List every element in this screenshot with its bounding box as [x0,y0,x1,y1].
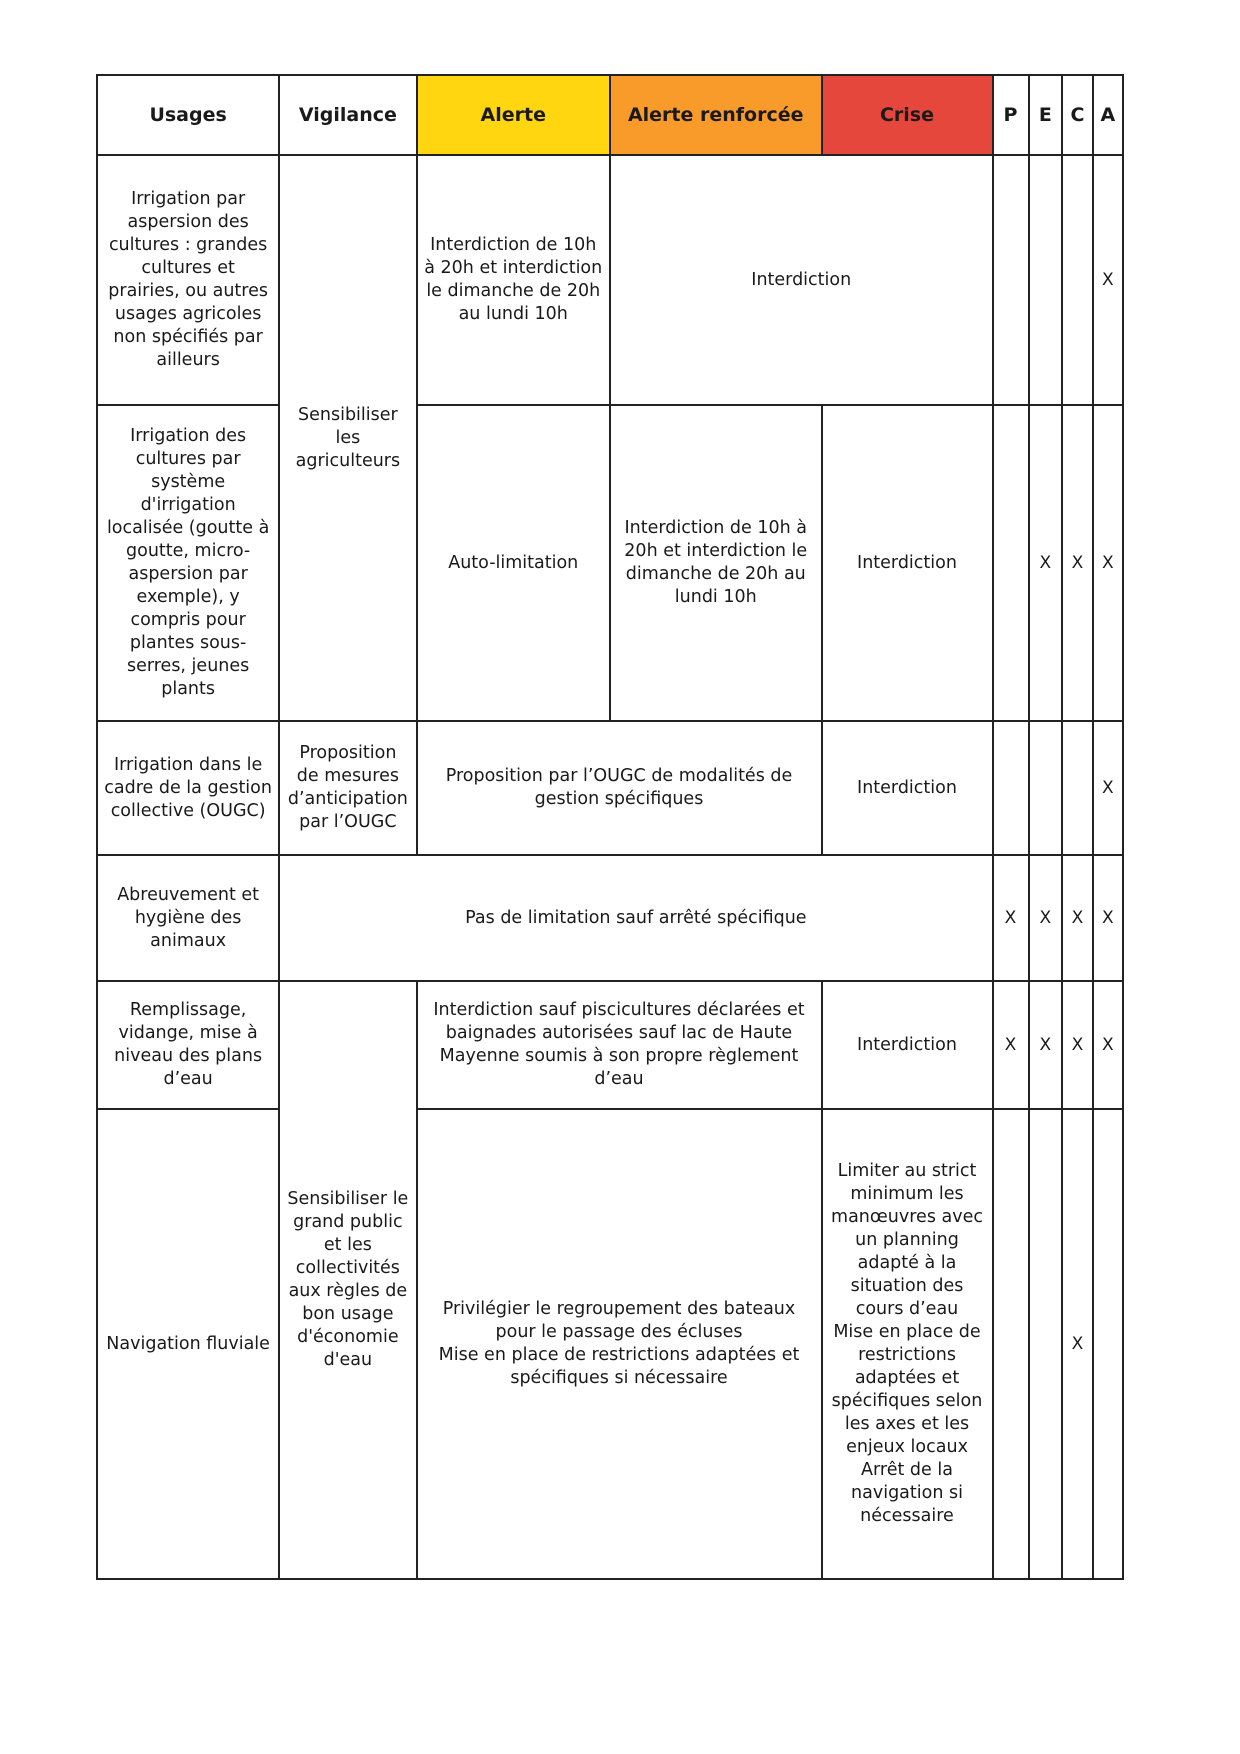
renforcee-crise-cell: Interdiction [610,155,993,405]
mark-p [993,1109,1029,1579]
usage-cell: Remplissage, vidange, mise à niveau des plans d’eau [97,981,279,1109]
mark-e: X [1029,981,1063,1109]
usage-cell: Irrigation dans le cadre de la gestion collective (OUGC) [97,721,279,855]
header-row [97,75,1123,155]
table-row [97,155,1123,405]
table-row [97,855,1123,981]
mark-a: X [1093,405,1123,721]
alerte-renforcee-cell: Proposition par l’OUGC de modalités de gestion spécifiques [417,721,822,855]
mark-a [1093,1109,1123,1579]
header-c: C [1062,75,1092,155]
header-vigilance: Vigilance [279,75,416,155]
mark-a: X [1093,155,1123,405]
vigilance-cell: Sensibiliser le grand public et les collectivités aux règles de bon usage d'économie d'eau [279,981,416,1579]
mark-c [1062,721,1092,855]
usage-cell: Abreuvement et hygiène des animaux [97,855,279,981]
usage-cell: Navigation fluviale [97,1109,279,1579]
alerte-renforcee-cell: Privilégier le regroupement des bateaux pour le passage des écluses Mise en place de restrictions adaptées et spécifiques si nécessaire [417,1109,822,1579]
renforcee-cell: Interdiction de 10h à 20h et interdiction le dimanche de 20h au lundi 10h [610,405,822,721]
header-p: P [993,75,1029,155]
table-row [97,721,1123,855]
mark-p [993,155,1029,405]
mark-e [1029,1109,1063,1579]
header-crise: Crise [822,75,993,155]
header-alerte-renforcee: Alerte renforcée [610,75,822,155]
mark-e [1029,721,1063,855]
vigilance-cell: Sensibiliser les agriculteurs [279,155,416,721]
mark-a: X [1093,981,1123,1109]
header-alerte: Alerte [417,75,611,155]
mark-e: X [1029,405,1063,721]
crise-cell: Interdiction [822,405,993,721]
mark-c: X [1062,405,1092,721]
usage-cell: Irrigation par aspersion des cultures : grandes cultures et prairies, ou autres usages agricoles non spécifiés par ailleurs [97,155,279,405]
mark-e [1029,155,1063,405]
mark-a: X [1093,721,1123,855]
mark-a: X [1093,855,1123,981]
crise-cell: Interdiction [822,721,993,855]
mark-p: X [993,855,1029,981]
mark-c: X [1062,981,1092,1109]
mark-p [993,721,1029,855]
table-row [97,981,1123,1109]
restriction-measures-table [96,74,1124,1580]
all-levels-cell: Pas de limitation sauf arrêté spécifique [279,855,992,981]
mark-p [993,405,1029,721]
crise-cell: Interdiction [822,981,993,1109]
mark-c: X [1062,855,1092,981]
mark-c: X [1062,1109,1092,1579]
alerte-cell: Interdiction de 10h à 20h et interdiction le dimanche de 20h au lundi 10h [417,155,611,405]
table-row [97,1109,1123,1579]
mark-e: X [1029,855,1063,981]
mark-c [1062,155,1092,405]
alerte-renforcee-cell: Interdiction sauf piscicultures déclarées et baignades autorisées sauf lac de Haute Mayenne soumis à son propre règlement d’eau [417,981,822,1109]
mark-p: X [993,981,1029,1109]
alerte-cell: Auto-limitation [417,405,611,721]
usage-cell: Irrigation des cultures par système d'irrigation localisée (goutte à goutte, micro-aspersion par exemple), y compris pour plantes sous-serres, jeunes plants [97,405,279,721]
crise-cell: Limiter au strict minimum les manœuvres avec un planning adapté à la situation des cours d’eau Mise en place de restrictions adaptées et spécifiques selon les axes et les enjeux locaux Arrêt de la navigation si nécessaire [822,1109,993,1579]
vigilance-cell: Proposition de mesures d’anticipation par l’OUGC [279,721,416,855]
table-row [97,405,1123,721]
header-a: A [1093,75,1123,155]
header-usages: Usages [97,75,279,155]
header-e: E [1029,75,1063,155]
